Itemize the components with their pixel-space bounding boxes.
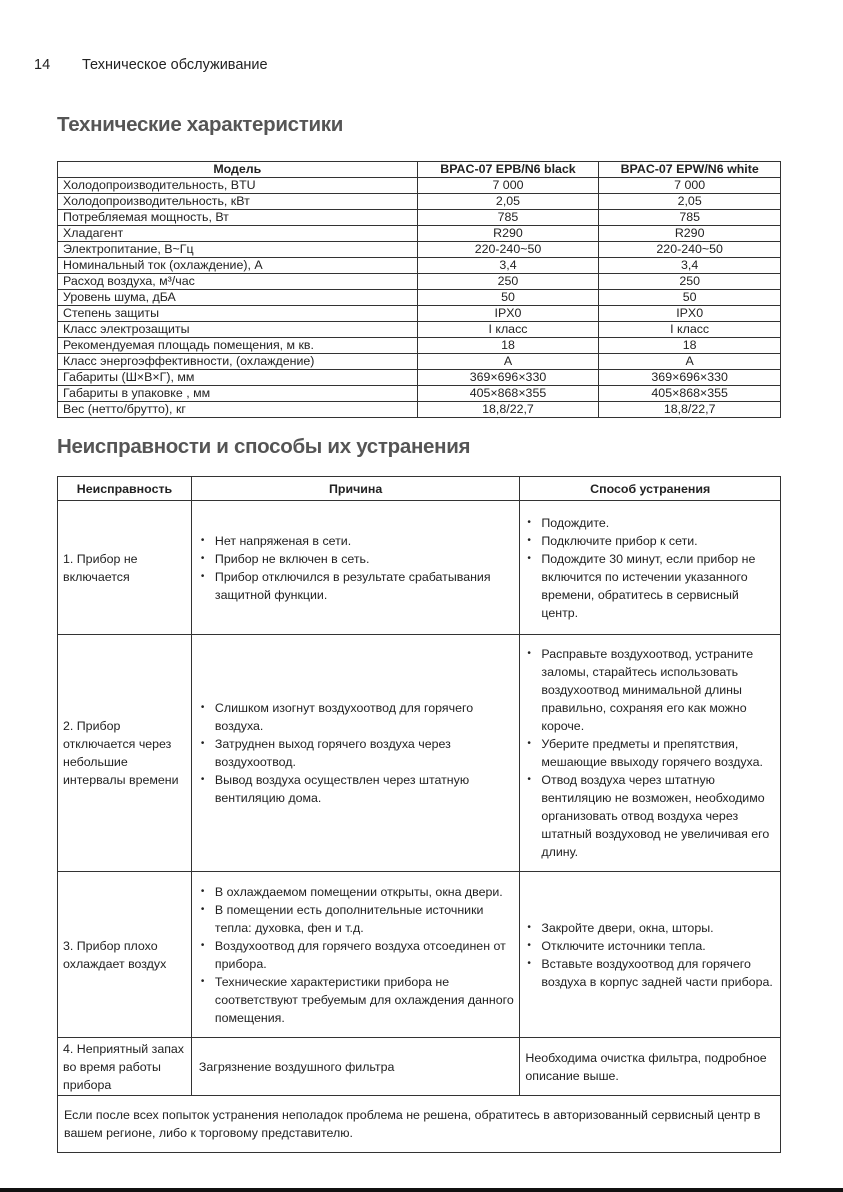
cause-list	[199, 532, 514, 604]
fix-item: • Подождите 30 минут, если прибор не включится по истечении указанного времени, обратитесь в сервисный центр.	[525, 550, 775, 622]
page-number: 14	[34, 57, 51, 73]
fix-item: • Вставьте воздухоотвод для горячего воздуха в корпус задней части прибора.	[525, 955, 775, 991]
spec-label: Холодопроизводительность, кВт	[58, 193, 418, 209]
spec-value-white: R290	[599, 225, 781, 241]
spec-value-white: 405×868×355	[599, 385, 781, 401]
spec-row	[58, 337, 781, 353]
spec-label: Холодопроизводительность, BTU	[58, 177, 418, 193]
spec-row	[58, 177, 781, 193]
column-header-fault: Неисправность	[58, 477, 192, 501]
column-header-model: Модель	[58, 162, 418, 178]
spec-value-black: 250	[417, 273, 599, 289]
spec-label: Хладагент	[58, 225, 418, 241]
fix-list	[525, 919, 775, 991]
spec-label: Уровень шума, дБА	[58, 289, 418, 305]
specs-title: Технические характеристики	[57, 113, 344, 136]
spec-value-black: 369×696×330	[417, 369, 599, 385]
fix-list	[525, 514, 775, 622]
spec-label: Габариты в упаковке , мм	[58, 385, 418, 401]
bottom-rule	[0, 1188, 843, 1192]
fix-list	[525, 645, 775, 861]
trouble-row	[58, 635, 781, 872]
fix-item: • Расправьте воздухоотвод, устраните заломы, старайтесь использовать воздухоотвод минимальной длины правильно, сохраняя его как можно короче.	[525, 645, 775, 735]
fault-cell: 2. Прибор отключается через небольшие интервалы времени	[58, 635, 192, 872]
fault-cell: 4. Неприятный запах во время работы прибора	[58, 1038, 192, 1096]
trouble-row	[58, 1038, 781, 1096]
spec-value-black: 18	[417, 337, 599, 353]
spec-value-white: 18	[599, 337, 781, 353]
troubles-header-row	[58, 477, 781, 501]
spec-value-black: 3,4	[417, 257, 599, 273]
column-header-white: BPAC-07 EPW/N6 white	[599, 162, 781, 178]
cause-item: • В охлаждаемом помещении открыты, окна двери.	[199, 883, 514, 901]
spec-label: Вес (нетто/брутто), кг	[58, 401, 418, 417]
trouble-row	[58, 872, 781, 1038]
page-header	[34, 57, 268, 73]
spec-value-white: 369×696×330	[599, 369, 781, 385]
spec-row	[58, 257, 781, 273]
spec-row	[58, 193, 781, 209]
spec-row	[58, 385, 781, 401]
specs-header-row	[58, 162, 781, 178]
fix-item: • Подключите прибор к сети.	[525, 532, 775, 550]
cause-item: • В помещении есть дополнительные источники тепла: духовка, фен и т.д.	[199, 901, 514, 937]
spec-row	[58, 369, 781, 385]
spec-label: Расход воздуха, м³/час	[58, 273, 418, 289]
spec-label: Электропитание, В~Гц	[58, 241, 418, 257]
footer-row	[58, 1096, 781, 1153]
cause-item: • Технические характеристики прибора не соответствуют требуемым для охлаждения данного помещения.	[199, 973, 514, 1027]
cause-cell	[191, 872, 519, 1038]
spec-value-white: 50	[599, 289, 781, 305]
trouble-row	[58, 501, 781, 635]
spec-row	[58, 305, 781, 321]
cause-cell	[191, 501, 519, 635]
troubles-table	[57, 476, 781, 1153]
cause-item: • Вывод воздуха осуществлен через штатную вентиляцию дома.	[199, 771, 514, 807]
fix-item: • Подождите.	[525, 514, 775, 532]
cause-item: • Нет напряженая в сети.	[199, 532, 514, 550]
spec-value-white: 3,4	[599, 257, 781, 273]
spec-value-white: I класс	[599, 321, 781, 337]
spec-label: Класс энергоэффективности, (охлаждение)	[58, 353, 418, 369]
spec-value-black: 2,05	[417, 193, 599, 209]
spec-value-black: R290	[417, 225, 599, 241]
spec-label: Класс электрозащиты	[58, 321, 418, 337]
spec-row	[58, 353, 781, 369]
spec-value-white: 250	[599, 273, 781, 289]
fix-cell	[520, 872, 781, 1038]
spec-value-black: 50	[417, 289, 599, 305]
fix-item: • Уберите предметы и препятствия, мешающие ввыходу горячего воздуха.	[525, 735, 775, 771]
spec-value-black: IPX0	[417, 305, 599, 321]
spec-row	[58, 273, 781, 289]
spec-label: Потребляемая мощность, Вт	[58, 209, 418, 225]
spec-row	[58, 401, 781, 417]
spec-value-black: 405×868×355	[417, 385, 599, 401]
fault-cell: 1. Прибор не включается	[58, 501, 192, 635]
cause-item: • Прибор не включен в сеть.	[199, 550, 514, 568]
spec-value-black: 18,8/22,7	[417, 401, 599, 417]
column-header-fix: Способ устранения	[520, 477, 781, 501]
spec-label: Степень защиты	[58, 305, 418, 321]
footer-note: Если после всех попыток устранения неполадок проблема не решена, обратитесь в авторизованный сервисный центр в вашем регионе, либо к торговому представителю.	[58, 1096, 781, 1153]
specs-table	[57, 161, 781, 418]
spec-row	[58, 289, 781, 305]
spec-value-white: 785	[599, 209, 781, 225]
cause-cell	[191, 635, 519, 872]
column-header-cause: Причина	[191, 477, 519, 501]
spec-row	[58, 241, 781, 257]
spec-value-black: I класс	[417, 321, 599, 337]
cause-item: • Воздухоотвод для горячего воздуха отсоединен от прибора.	[199, 937, 514, 973]
cause-list	[199, 883, 514, 1027]
spec-value-white: A	[599, 353, 781, 369]
cause-item: • Слишком изогнут воздухоотвод для горячего воздуха.	[199, 699, 514, 735]
cause-item: • Прибор отключился в результате срабатывания защитной функции.	[199, 568, 514, 604]
spec-label: Рекомендуемая площадь помещения, м кв.	[58, 337, 418, 353]
cause-cell: Загрязнение воздушного фильтра	[191, 1038, 519, 1096]
fault-cell: 3. Прибор плохо охлаждает воздух	[58, 872, 192, 1038]
fix-item: • Отвод воздуха через штатную вентиляцию не возможен, необходимо организовать отвод воздуха через штатный воздуховод не увеличивая его длину.	[525, 771, 775, 861]
spec-value-white: 2,05	[599, 193, 781, 209]
spec-value-black: 220-240~50	[417, 241, 599, 257]
cause-list	[199, 699, 514, 807]
troubles-title: Неисправности и способы их устранения	[57, 435, 471, 458]
section-name: Техническое обслуживание	[82, 57, 268, 73]
spec-value-white: IPX0	[599, 305, 781, 321]
spec-label: Номинальный ток (охлаждение), А	[58, 257, 418, 273]
spec-value-black: A	[417, 353, 599, 369]
fix-cell	[520, 635, 781, 872]
cause-item: • Затруднен выход горячего воздуха через воздухоотвод.	[199, 735, 514, 771]
fix-item: • Закройте двери, окна, шторы.	[525, 919, 775, 937]
spec-row	[58, 321, 781, 337]
spec-value-white: 220-240~50	[599, 241, 781, 257]
fix-item: • Отключите источники тепла.	[525, 937, 775, 955]
spec-value-white: 7 000	[599, 177, 781, 193]
fix-cell: Необходима очистка фильтра, подробное описание выше.	[520, 1038, 781, 1096]
spec-value-black: 7 000	[417, 177, 599, 193]
spec-row	[58, 225, 781, 241]
spec-value-black: 785	[417, 209, 599, 225]
column-header-black: BPAC-07 EPB/N6 black	[417, 162, 599, 178]
spec-label: Габариты (Ш×В×Г), мм	[58, 369, 418, 385]
spec-value-white: 18,8/22,7	[599, 401, 781, 417]
fix-cell	[520, 501, 781, 635]
spec-row	[58, 209, 781, 225]
